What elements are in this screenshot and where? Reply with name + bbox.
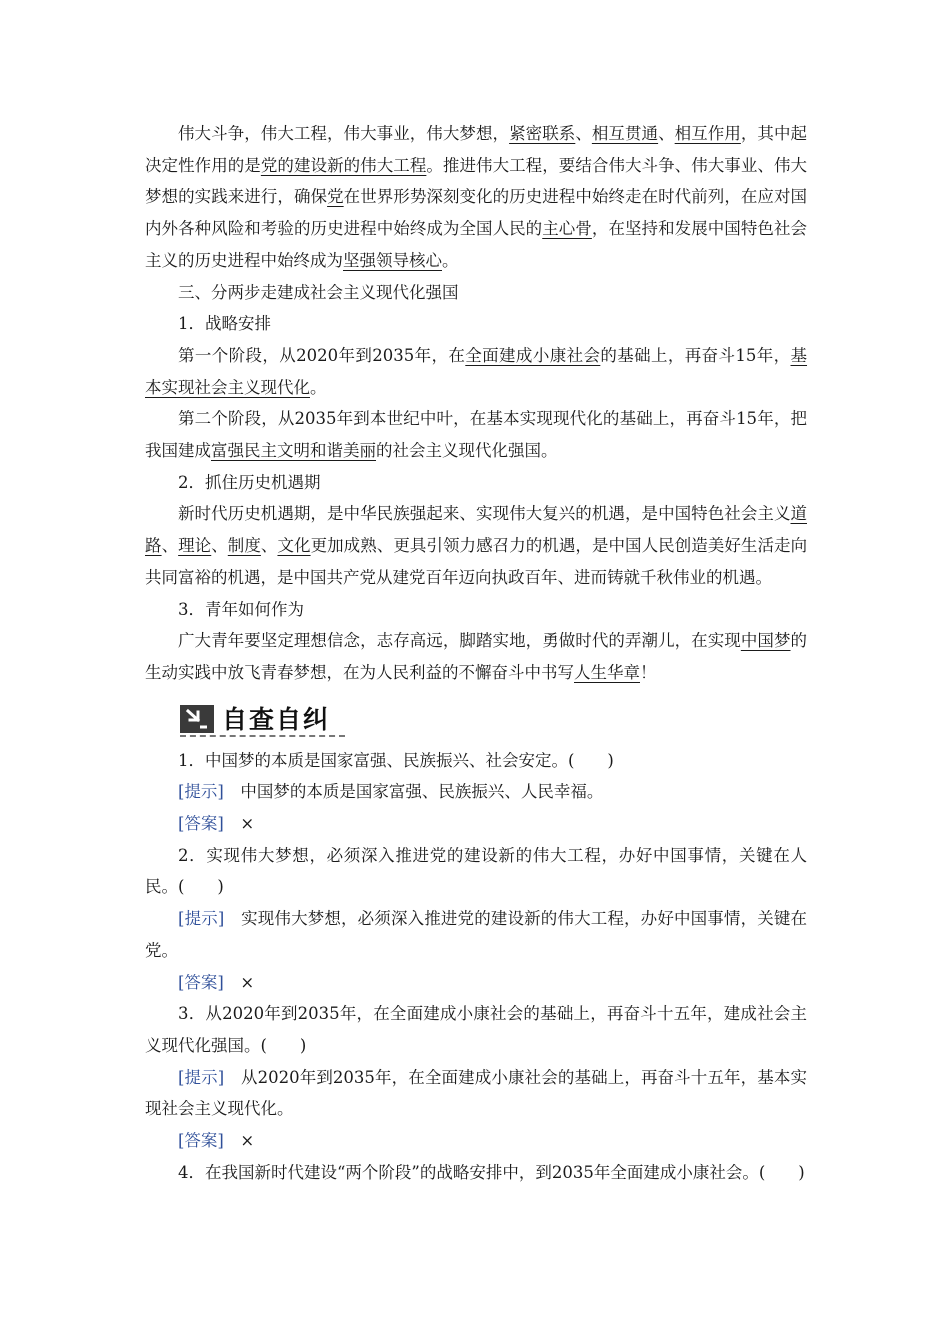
quiz-answer: [答案] ×	[178, 972, 255, 992]
self-check-banner	[145, 697, 807, 741]
quiz-hint: [提示] 中国梦的本质是国家富强、民族振兴、人民幸福。	[178, 782, 604, 802]
underlined-term: 相互贯通	[591, 124, 659, 143]
underlined-term: 党	[327, 187, 344, 207]
arrow-icon	[180, 705, 214, 733]
paragraph-stage-one: 第一个阶段，从2020年到2035年，在全面建成小康社会的基础上，再奋斗15年，基本实现社会主义现代化。	[145, 345, 808, 397]
underlined-term: 道路	[145, 504, 807, 556]
section-heading: 三、分两步走建成社会主义现代化强国	[178, 282, 459, 302]
underlined-term: 基本实现社会主义现代化	[145, 345, 808, 397]
subsection-heading: 3．青年如何作为	[178, 599, 304, 619]
answer-tag: [答案]	[178, 1131, 224, 1151]
quiz-question: 2．实现伟大梦想，必须深入推进党的建设新的伟大工程，办好中国事情，关键在人民。( )	[145, 845, 807, 897]
underlined-term: 紧密联系	[509, 124, 576, 143]
answer-tag: [答案]	[178, 972, 224, 992]
underlined-term: 制度	[227, 536, 261, 556]
underlined-term: 人生华章	[574, 662, 640, 682]
underlined-term: 全面建成小康社会	[465, 345, 601, 365]
hint-tag: [提示]	[178, 1067, 225, 1087]
subsection-heading: 1．战略安排	[178, 314, 271, 334]
quiz-answer: [答案] ×	[178, 1131, 255, 1151]
quiz-question: 4．在我国新时代建设“两个阶段”的战略安排中，到2035年全面建成小康社会。( )	[178, 1162, 805, 1182]
document-content	[145, 118, 807, 1189]
underlined-term: 党的建设新的伟大工程	[260, 155, 427, 175]
arrow-icon-glyph	[185, 708, 209, 730]
hint-tag: [提示]	[178, 782, 224, 802]
underlined-term: 中国梦	[740, 631, 791, 651]
underlined-term: 相互作用	[674, 124, 741, 143]
underlined-term: 文化	[277, 536, 311, 556]
quiz-question: 3．从2020年到2035年，在全面建成小康社会的基础上，再奋斗十五年，建成社会主义现代化强国。( )	[145, 1004, 807, 1055]
subsection-heading: 2．抓住历史机遇期	[178, 472, 321, 492]
paragraph-stage-two: 第二个阶段，从2035年到本世纪中叶，在基本实现现代化的基础上，再奋斗15年，把我国建成富强民主文明和谐美丽的社会主义现代化强国。	[145, 409, 807, 461]
hint-tag: [提示]	[178, 909, 225, 929]
quiz-hint: [提示] 实现伟大梦想，必须深入推进党的建设新的伟大工程，办好中国事情，关键在党。	[145, 909, 808, 960]
quiz-hint: [提示] 从2020年到2035年，在全面建成小康社会的基础上，再奋斗十五年，基本实现社会主义现代化。	[145, 1067, 808, 1119]
paragraph-great-project: 伟大斗争，伟大工程，伟大事业，伟大梦想，紧密联系、相互贯通、相互作用，其中起决定性作用的是党的建设新的伟大工程。推进伟大工程，要结合伟大斗争、伟大事业、伟大梦想的实践来进行，确保党在世界形势深刻变化的历史进程中始终走在时代前列，在应对国内外各种风险和考验的历史进程中始终成为全国人民的主心骨，在坚持和发展中国特色社会主义的历史进程中始终成为坚强领导核心。	[145, 124, 808, 270]
banner-divider	[180, 735, 345, 737]
paragraph-opportunity: 新时代历史机遇期，是中华民族强起来、实现伟大复兴的机遇，是中国特色社会主义道路、理论、制度、文化更加成熟、更具引领力感召力的机遇，是中国人民创造美好生活走向共同富裕的机遇，是中国共产党从建党百年迈向执政百年、进而铸就千秋伟业的机遇。	[145, 504, 808, 587]
underlined-term: 坚强领导核心	[343, 250, 442, 270]
banner-title: 自查自纠	[222, 704, 331, 734]
underlined-term: 理论	[178, 536, 212, 556]
underlined-term: 富强民主文明和谐美丽	[211, 441, 376, 461]
underlined-term: 主心骨	[542, 219, 592, 239]
quiz-answer: [答案] ×	[178, 814, 255, 834]
answer-tag: [答案]	[178, 814, 224, 834]
paragraph-youth: 广大青年要坚定理想信念，志存高远，脚踏实地，勇做时代的弄潮儿，在实现中国梦的生动实践中放飞青春梦想，在为人民利益的不懈奋斗中书写人生华章！	[145, 631, 808, 682]
quiz-question: 1．中国梦的本质是国家富强、民族振兴、社会安定。( )	[178, 750, 614, 770]
